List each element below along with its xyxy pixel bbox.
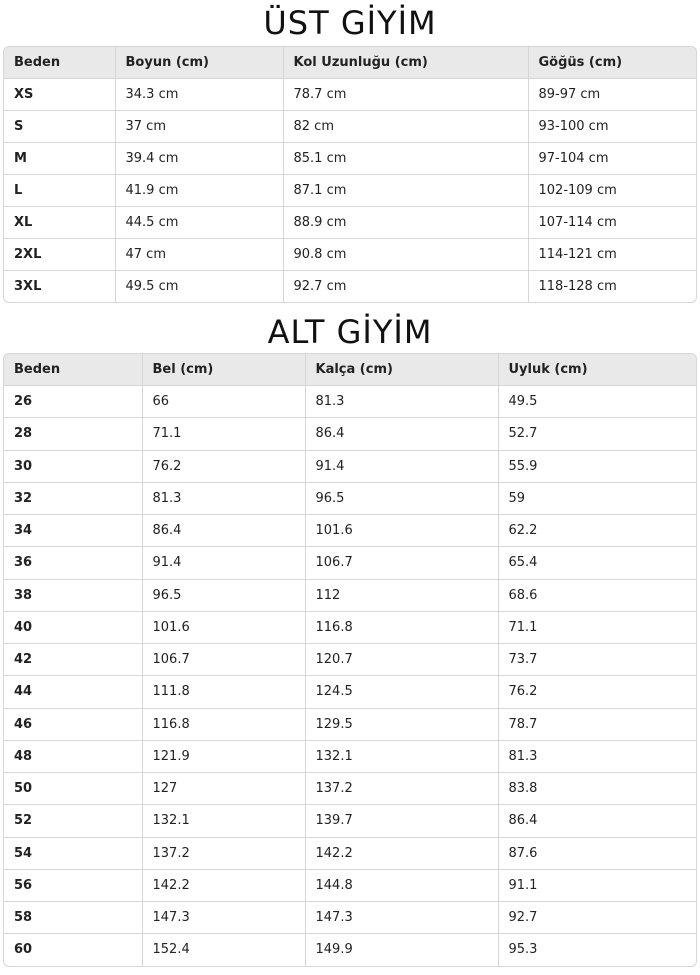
size-cell: 28	[4, 418, 142, 450]
upper-body-title: ÜST GİYİM	[263, 4, 437, 42]
size-cell: L	[4, 175, 115, 207]
measurement-cell: 86.4	[498, 805, 696, 837]
table-row	[4, 547, 696, 579]
measurement-cell: 76.2	[498, 676, 696, 708]
measurement-cell: 92.7 cm	[283, 271, 528, 303]
size-cell: 26	[4, 386, 142, 418]
measurement-cell: 142.2	[305, 837, 498, 869]
size-cell: 60	[4, 934, 142, 966]
size-cell: M	[4, 143, 115, 175]
upper-body-size-table	[3, 46, 697, 303]
measurement-cell: 49.5 cm	[115, 271, 283, 303]
measurement-cell: 116.8	[142, 708, 305, 740]
table-row	[4, 79, 696, 111]
table-row	[4, 450, 696, 482]
measurement-cell: 106.7	[142, 644, 305, 676]
measurement-cell: 101.6	[305, 515, 498, 547]
table-row	[4, 207, 696, 239]
size-cell: 50	[4, 773, 142, 805]
measurement-cell: 121.9	[142, 740, 305, 772]
size-cell: 40	[4, 611, 142, 643]
size-cell: 42	[4, 644, 142, 676]
header-size: Beden	[4, 47, 115, 79]
size-cell: 54	[4, 837, 142, 869]
measurement-cell: 91.4	[305, 450, 498, 482]
measurement-cell: 129.5	[305, 708, 498, 740]
size-cell: 44	[4, 676, 142, 708]
size-cell: 56	[4, 869, 142, 901]
table-row	[4, 482, 696, 514]
measurement-cell: 112	[305, 579, 498, 611]
measurement-cell: 107-114 cm	[528, 207, 696, 239]
measurement-cell: 82 cm	[283, 111, 528, 143]
measurement-cell: 88.9 cm	[283, 207, 528, 239]
measurement-cell: 34.3 cm	[115, 79, 283, 111]
table-header-row	[4, 47, 696, 79]
measurement-cell: 93-100 cm	[528, 111, 696, 143]
measurement-cell: 91.1	[498, 869, 696, 901]
measurement-cell: 52.7	[498, 418, 696, 450]
table-row	[4, 805, 696, 837]
table-row	[4, 515, 696, 547]
measurement-cell: 142.2	[142, 869, 305, 901]
size-cell: 2XL	[4, 239, 115, 271]
measurement-cell: 65.4	[498, 547, 696, 579]
size-cell: S	[4, 111, 115, 143]
measurement-cell: 149.9	[305, 934, 498, 966]
measurement-cell: 124.5	[305, 676, 498, 708]
table-row	[4, 579, 696, 611]
lower-size-table	[4, 354, 696, 966]
table-row	[4, 271, 696, 303]
table-row	[4, 386, 696, 418]
measurement-cell: 87.6	[498, 837, 696, 869]
size-cell: 32	[4, 482, 142, 514]
header-waist: Bel (cm)	[142, 354, 305, 386]
measurement-cell: 137.2	[142, 837, 305, 869]
measurement-cell: 85.1 cm	[283, 143, 528, 175]
measurement-cell: 78.7 cm	[283, 79, 528, 111]
measurement-cell: 71.1	[142, 418, 305, 450]
lower-table-body	[4, 386, 696, 966]
table-row	[4, 902, 696, 934]
size-cell: 38	[4, 579, 142, 611]
measurement-cell: 90.8 cm	[283, 239, 528, 271]
measurement-cell: 89-97 cm	[528, 79, 696, 111]
measurement-cell: 49.5	[498, 386, 696, 418]
measurement-cell: 152.4	[142, 934, 305, 966]
table-row	[4, 869, 696, 901]
size-cell: 48	[4, 740, 142, 772]
measurement-cell: 114-121 cm	[528, 239, 696, 271]
header-chest: Göğüs (cm)	[528, 47, 696, 79]
measurement-cell: 132.1	[142, 805, 305, 837]
measurement-cell: 86.4	[142, 515, 305, 547]
measurement-cell: 37 cm	[115, 111, 283, 143]
measurement-cell: 97-104 cm	[528, 143, 696, 175]
lower-body-size-table	[3, 353, 697, 967]
header-sleeve-length: Kol Uzunluğu (cm)	[283, 47, 528, 79]
measurement-cell: 78.7	[498, 708, 696, 740]
measurement-cell: 86.4	[305, 418, 498, 450]
measurement-cell: 81.3	[142, 482, 305, 514]
measurement-cell: 111.8	[142, 676, 305, 708]
size-cell: XL	[4, 207, 115, 239]
measurement-cell: 144.8	[305, 869, 498, 901]
measurement-cell: 47 cm	[115, 239, 283, 271]
size-cell: 3XL	[4, 271, 115, 303]
table-row	[4, 111, 696, 143]
measurement-cell: 120.7	[305, 644, 498, 676]
measurement-cell: 44.5 cm	[115, 207, 283, 239]
measurement-cell: 118-128 cm	[538, 279, 617, 294]
measurement-cell: 87.1 cm	[283, 175, 528, 207]
table-header-row	[4, 354, 696, 386]
measurement-cell: 101.6	[142, 611, 305, 643]
header-thigh: Uyluk (cm)	[498, 354, 696, 386]
measurement-cell: 139.7	[305, 805, 498, 837]
measurement-cell: 83.8	[498, 773, 696, 805]
lower-body-title: ALT GİYİM	[267, 313, 433, 351]
measurement-cell: 102-109 cm	[528, 175, 696, 207]
table-row	[4, 773, 696, 805]
table-row	[4, 837, 696, 869]
measurement-cell: 95.3	[508, 942, 538, 958]
table-row	[4, 934, 696, 966]
measurement-cell: 91.4	[142, 547, 305, 579]
measurement-cell: 62.2	[498, 515, 696, 547]
size-cell: 34	[4, 515, 142, 547]
measurement-cell: 59	[498, 482, 696, 514]
measurement-cell: 55.9	[498, 450, 696, 482]
size-cell: XS	[4, 79, 115, 111]
measurement-cell: 73.7	[498, 644, 696, 676]
size-cell: 36	[4, 547, 142, 579]
measurement-cell: 116.8	[305, 611, 498, 643]
measurement-cell: 147.3	[142, 902, 305, 934]
table-row	[4, 740, 696, 772]
measurement-cell: 71.1	[498, 611, 696, 643]
size-cell: 58	[4, 902, 142, 934]
header-neck: Boyun (cm)	[115, 47, 283, 79]
table-row	[4, 708, 696, 740]
measurement-cell: 127	[142, 773, 305, 805]
measurement-cell: 81.3	[498, 740, 696, 772]
measurement-cell: 96.5	[142, 579, 305, 611]
measurement-cell: 147.3	[305, 902, 498, 934]
measurement-cell: 41.9 cm	[115, 175, 283, 207]
measurement-cell: 76.2	[142, 450, 305, 482]
measurement-cell: 137.2	[305, 773, 498, 805]
size-cell: 30	[4, 450, 142, 482]
measurement-cell: 66	[142, 386, 305, 418]
size-cell: 46	[4, 708, 142, 740]
header-size: Beden	[4, 354, 142, 386]
table-row	[4, 143, 696, 175]
measurement-cell: 106.7	[305, 547, 498, 579]
table-row	[4, 676, 696, 708]
measurement-cell: 81.3	[305, 386, 498, 418]
upper-table-body	[4, 79, 696, 303]
measurement-cell: 39.4 cm	[115, 143, 283, 175]
table-row	[4, 644, 696, 676]
table-row	[4, 418, 696, 450]
upper-size-table	[4, 47, 696, 302]
table-row	[4, 611, 696, 643]
measurement-cell: 92.7	[498, 902, 696, 934]
measurement-cell: 68.6	[498, 579, 696, 611]
measurement-cell: 132.1	[305, 740, 498, 772]
measurement-cell: 96.5	[305, 482, 498, 514]
header-hip: Kalça (cm)	[305, 354, 498, 386]
size-cell: 52	[4, 805, 142, 837]
table-row	[4, 239, 696, 271]
table-row	[4, 175, 696, 207]
